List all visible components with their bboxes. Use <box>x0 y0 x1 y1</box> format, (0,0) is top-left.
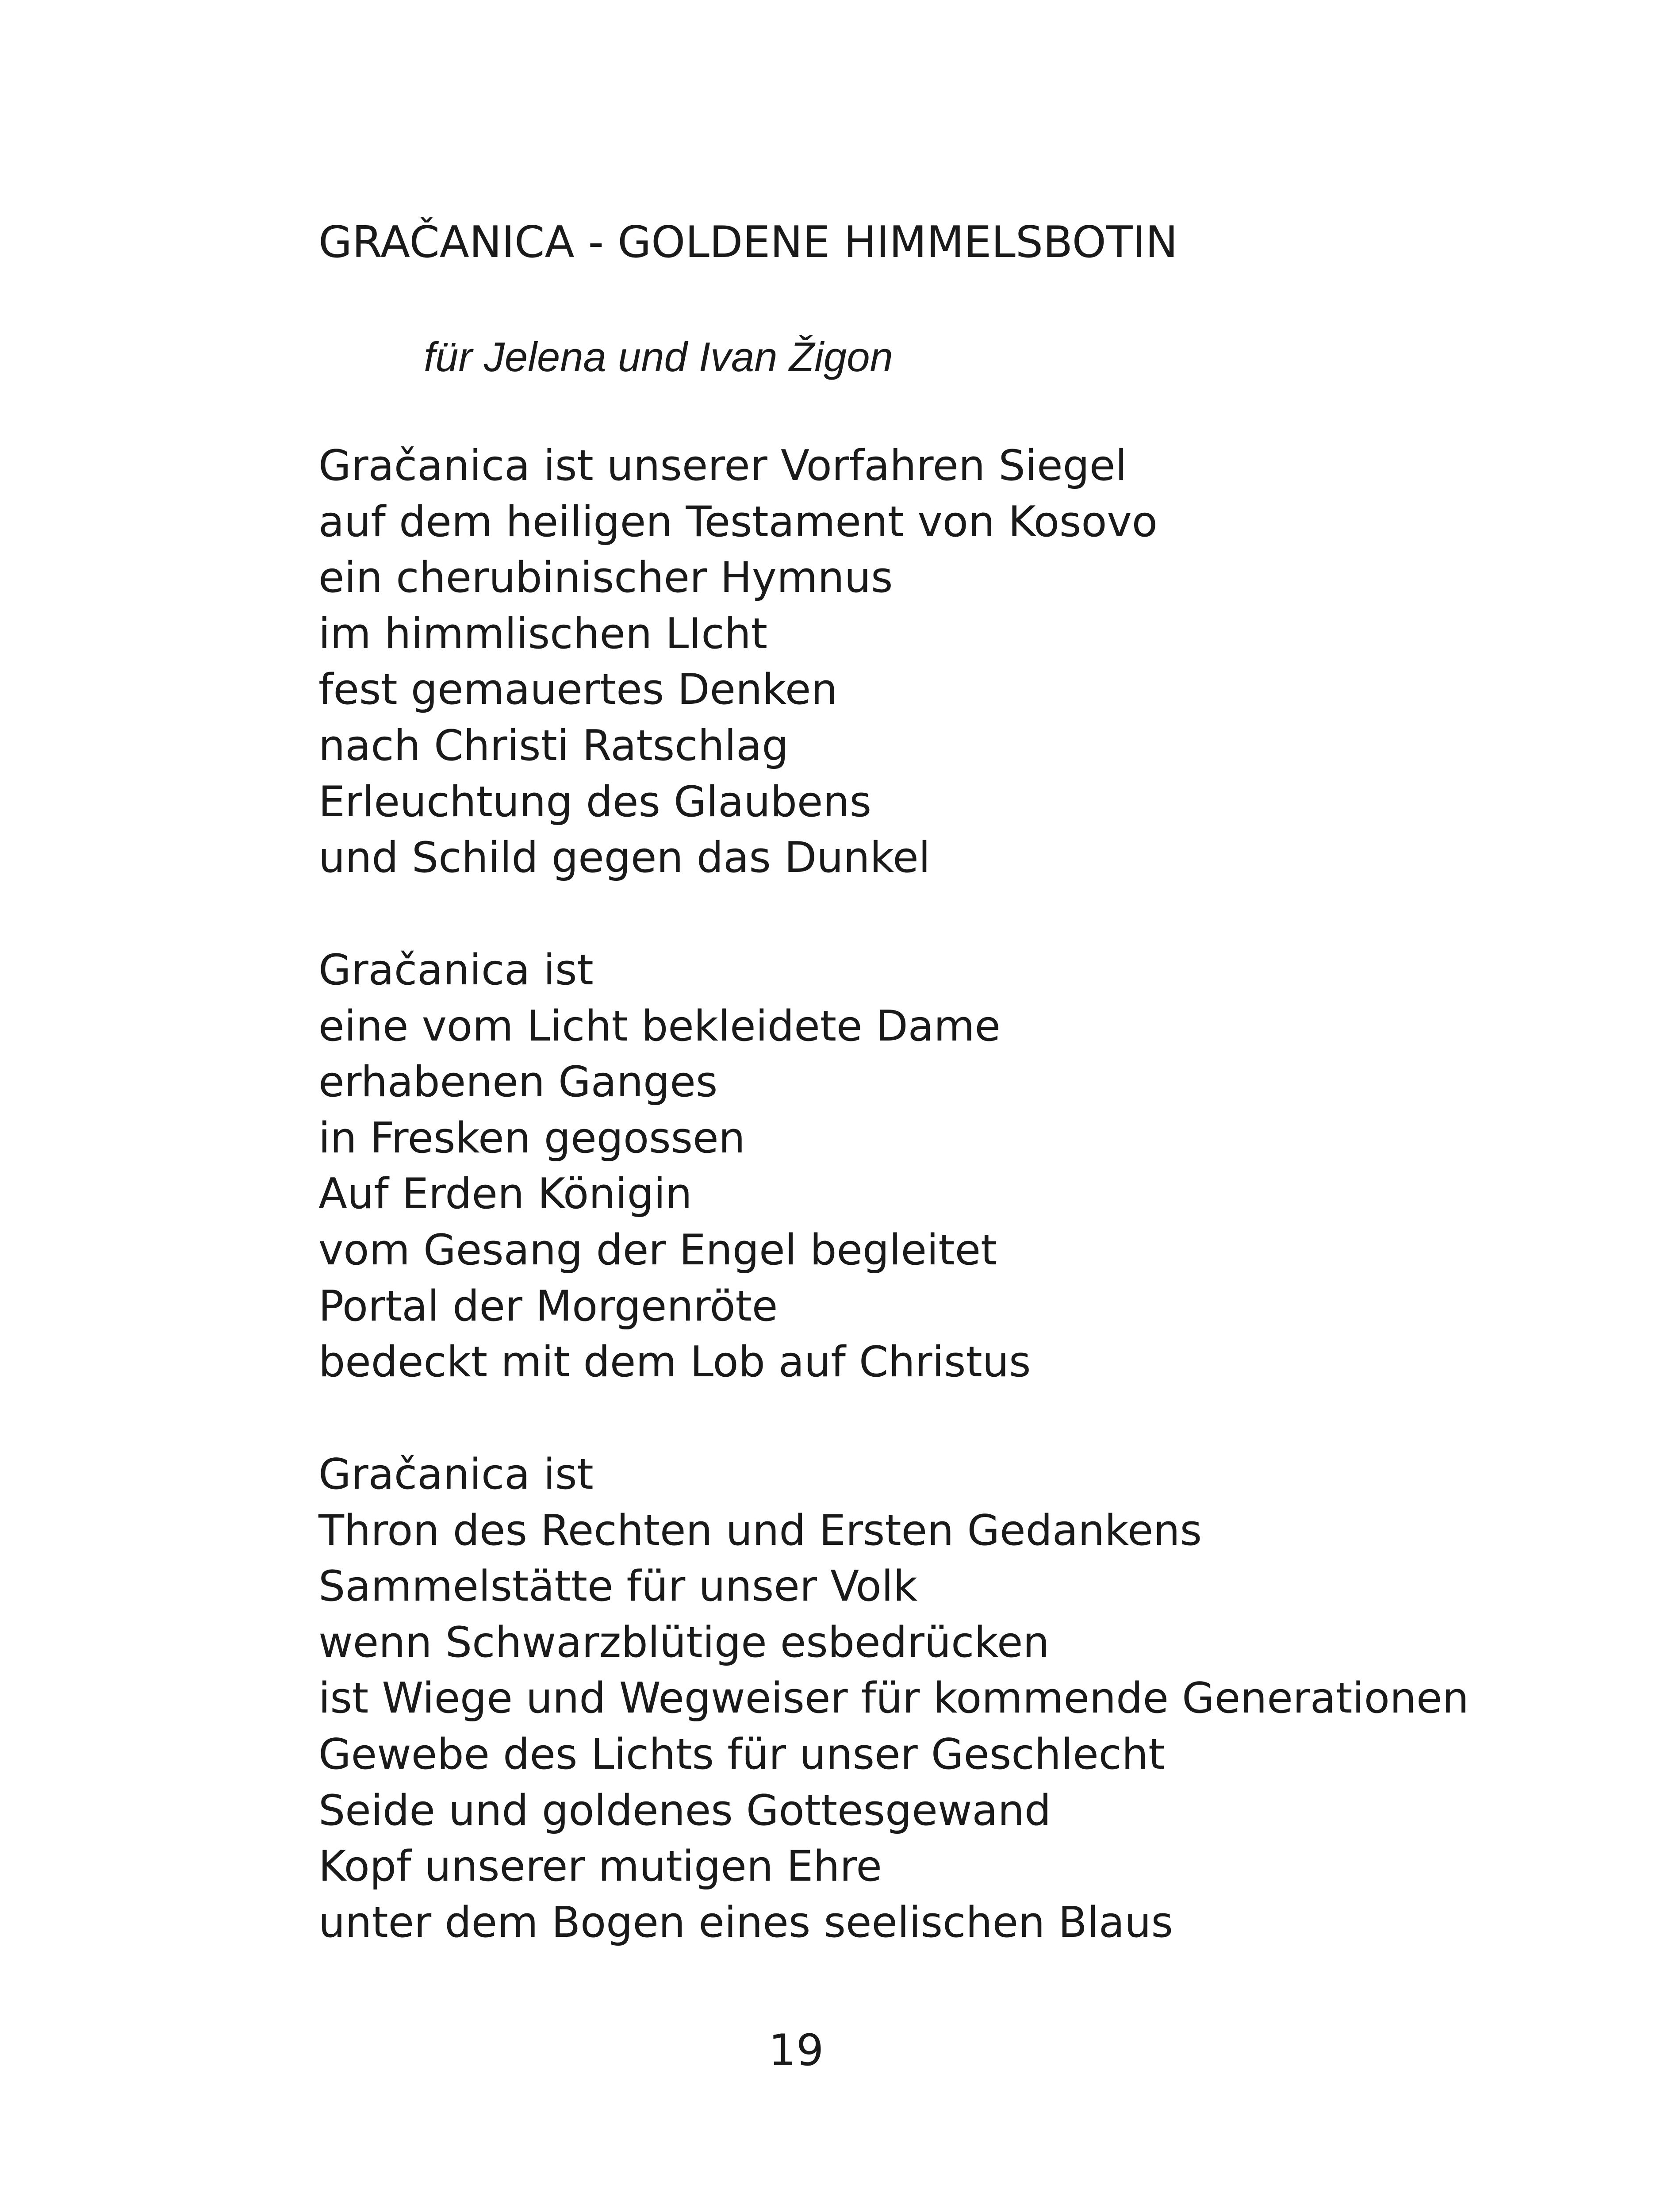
verse-line: Kopf unserer mutigen Ehre <box>318 1842 882 1891</box>
verse-line: Gračanica ist unserer Vorfahren Siegel <box>318 442 1127 490</box>
verse-line: auf dem heiligen Testament von Kosovo <box>318 497 1158 546</box>
verse-line: eine vom Licht bekleidete Dame <box>318 1002 1001 1051</box>
page-number: 19 <box>768 2025 824 2076</box>
verse-line: ein cherubinischer Hymnus <box>318 553 893 603</box>
verse-line: Portal der Morgenröte <box>318 1282 778 1331</box>
verse-line: in Fresken gegossen <box>318 1114 745 1163</box>
verse-line: fest gemauertes Denken <box>318 665 838 714</box>
verse-line: wenn Schwarzblütige esbedrücken <box>318 1618 1050 1667</box>
verse-line: ist Wiege und Wegweiser für kommende Generationen <box>318 1674 1469 1723</box>
verse-line: Thron des Rechten und Ersten Gedankens <box>318 1506 1202 1555</box>
verse-line: Gračanica ist <box>318 1450 594 1499</box>
verse-line: Erleuchtung des Glaubens <box>318 777 872 826</box>
stanza-2 <box>318 942 1031 1390</box>
verse-line: Gewebe des Lichts für unser Geschlecht <box>318 1730 1165 1779</box>
verse-line: nach Christi Ratschlag <box>318 721 789 770</box>
verse-line: Auf Erden Königin <box>318 1170 692 1219</box>
stanza-1 <box>318 438 1158 886</box>
stanza-3 <box>318 1447 1469 1951</box>
verse-line: und Schild gegen das Dunkel <box>318 833 931 883</box>
poem-title: GRAČANICA - GOLDENE HIMMELSBOTIN <box>318 217 1178 268</box>
verse-line: Seide und goldenes Gottesgewand <box>318 1786 1051 1835</box>
verse-line: Sammelstätte für unser Volk <box>318 1562 918 1611</box>
verse-line: bedeckt mit dem Lob auf Christus <box>318 1338 1031 1387</box>
verse-line: vom Gesang der Engel begleitet <box>318 1225 997 1275</box>
verse-line: erhabenen Ganges <box>318 1058 718 1107</box>
verse-line: unter dem Bogen eines seelischen Blaus <box>318 1898 1173 1947</box>
verse-line: Gračanica ist <box>318 946 594 995</box>
poem-dedication: für Jelena und Ivan Žigon <box>424 334 893 380</box>
verse-line: im himmlischen LIcht <box>318 609 768 658</box>
